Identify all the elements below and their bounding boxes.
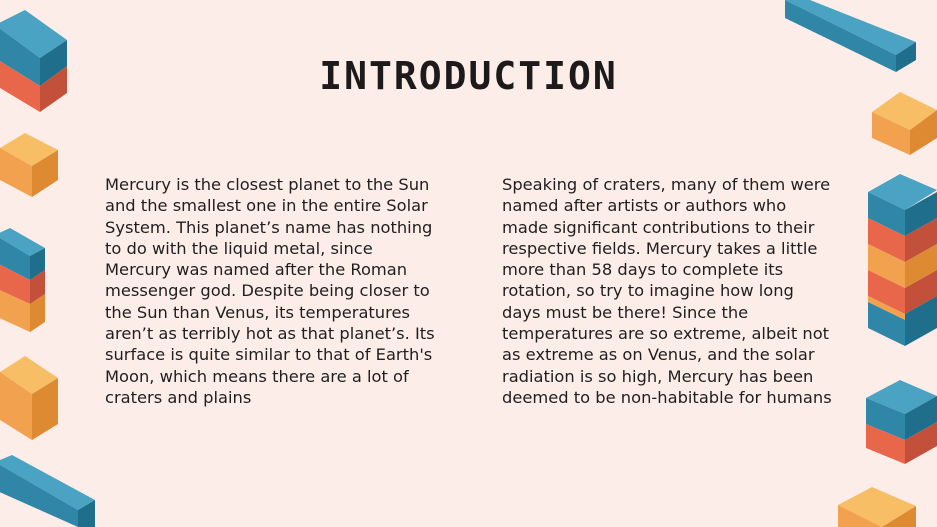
block-orange-left-2 bbox=[0, 356, 58, 440]
right-paragraph: Speaking of craters, many of them were named after artists or authors who made significant contributions to their respective fields. Mercury takes a little more than 58 days to complete its rotation, so try to imagine how long days must be there! Since the temperatures are so extreme, albeit not as extreme as on Venus, and the solar radiation is so high, Mercury has been deemed to be non-habitable for humans bbox=[502, 175, 832, 407]
block-stack-right-lower bbox=[866, 380, 937, 464]
block-orange-bottom-right bbox=[838, 487, 916, 527]
block-orange-left-1 bbox=[0, 133, 58, 197]
block-orange-right-1 bbox=[872, 92, 937, 155]
block-blue-bar-bottom-left bbox=[0, 455, 95, 527]
left-paragraph: Mercury is the closest planet to the Sun and the smallest one in the entire Solar System. This planet’s name has nothing to do with the liquid metal, since Mercury was named after the Roman messenger god. Despite being closer to the Sun than Venus, its temperatures aren’t as terribly hot as that planet’s. Its surface is quite similar to that of Earth's Moon, which means there are a lot of craters and plains bbox=[105, 175, 435, 407]
slide-title: INTRODUCTION bbox=[319, 54, 618, 98]
block-stack-left-middle bbox=[0, 228, 45, 332]
block-stack-right-tall bbox=[868, 174, 937, 346]
